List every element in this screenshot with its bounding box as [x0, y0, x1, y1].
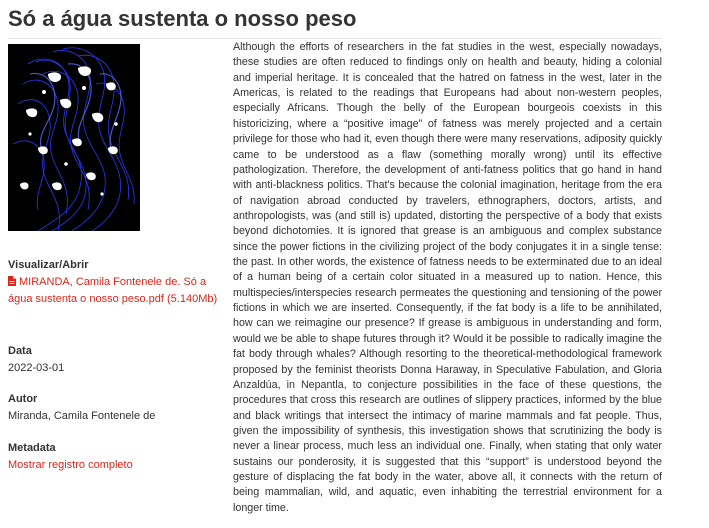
- abstract-text: Although the efforts of researchers in the fat studies in the west, especially nowadays, these studies are often reduced to findings only on health and beauty, hiding a colonial and imperial heritage. It is concealed that the hatred on fatness in the west, later in the Americas, is related to the readings that Europeans had about non-western peoples, especially Africans. Though the belly of the European bourgeois coexists in this historicizing, where a “positive image” of fatness was merely projected and a certain privilege for those who had it, even though there were many reservations, adiposity quickly came to be understood as a flaw (something morally wrong) until its effective pathologization. Therefore, the development of anti-fatness politics that go hand in hand with anti-blackness politics. That's because the colonial imagination, heritage from the era of navigation abroad conducted by travelers, ethnographers, doctors, artists, and anthropologists, was (and still is) updated, distorting the perspective of a body that exists beyond dichotomies. It is ignored that grease is an ambiguous and complex substance since the power fictions in the civilizing project of the body conjugates it in a single tense: the past. In other words, the existence of fatness needs to be exterminated due to an ideal of a human being of a certain color situated in a measured up to nation. Hence, this multispecies/interspecies research permeates the questioning and tensioning of the power fictions in which we are inserted. Consequently, if the fat body is a life to be annihilated, how can we reimagine our presence? If grease is ambiguous in understanding and form, would we be able to shape futures through it? Would it be possible to radically imagine the fat body through whales? Although resorting to the theoretical-methodological framework proposed by the feminist theorists Donna Haraway, in Speculative Fabulation, and Gloria Anzaldúa, in Nepantla, to conjecture possibilities in the face of these questions, the procedures that cross this research are outlines of slippery practices, informed by the blue and black writings that intersect the intimacy of marine mammals and fat people. Thus, given the impossibility of synthesis, this investigation shows that scrutinizing the body is never a linear process, much less an individual one. Finally, when stating that only water sustains our ponderosity, it is suggested that this “support” is understood beyond the gesture of displacing the fat body in the water, above all, it connects with the return of being mammalian, wild, and aquatic, even inhabiting the terrestrial environment for a longer time.: [233, 41, 662, 514]
- metadata-section: [8, 441, 218, 474]
- title-divider: [8, 38, 662, 39]
- thumbnail-link[interactable]: [8, 44, 140, 231]
- date-heading: Data: [8, 345, 32, 357]
- item-sidebar: [8, 44, 218, 471]
- page-title: Só a água sustenta o nosso peso: [8, 6, 357, 31]
- author-section: [8, 392, 218, 424]
- pdf-file-link-text: MIRANDA, Camila Fontenele de. Só a água sustenta o nosso peso.pdf (5.140Mb): [8, 276, 218, 305]
- pdf-file-icon: [8, 276, 16, 292]
- files-heading: Visualizar/Abrir: [8, 259, 89, 271]
- show-full-record-link[interactable]: Mostrar registro completo: [8, 459, 133, 471]
- date-section: [8, 344, 218, 376]
- pdf-file-link[interactable]: [8, 275, 218, 307]
- author-value: Miranda, Camila Fontenele de: [8, 410, 156, 422]
- document-thumbnail: [8, 44, 140, 231]
- author-heading: Autor: [8, 393, 38, 405]
- date-value: 2022-03-01: [8, 362, 65, 374]
- metadata-heading: Metadata: [8, 442, 56, 454]
- files-section: [8, 258, 218, 307]
